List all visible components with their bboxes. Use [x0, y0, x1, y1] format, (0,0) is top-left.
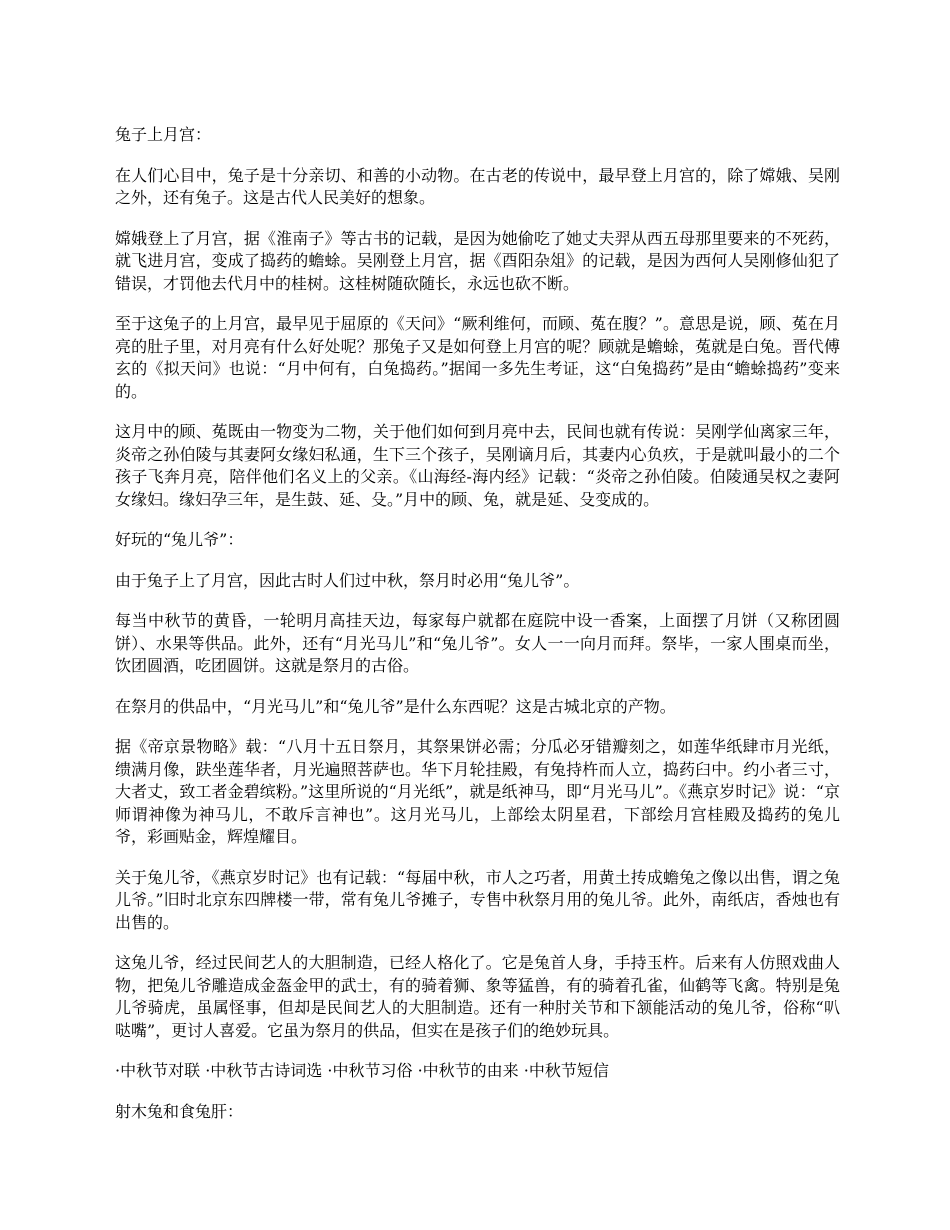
- link-origin[interactable]: ·中秋节的由来: [417, 1061, 519, 1080]
- paragraph: 关于兔儿爷，《燕京岁时记》也有记载：“每届中秋，市人之巧者，用黄土抟成蟾兔之像以出售，谓之兔儿爷。”旧时北京东四牌楼一带，常有兔儿爷摊子，专售中秋祭月用的兔儿爷。此外，南纸店，香烛也有出售的。: [115, 867, 840, 932]
- paragraph: 在祭月的供品中，“月光马儿”和“兔儿爷”是什么东西呢？这是古城北京的产物。: [115, 696, 676, 716]
- paragraph: 据《帝京景物略》载：“八月十五日祭月，其祭果饼必需；分瓜必牙错瓣刻之，如莲华纸肆市月光纸，缋满月像，趺坐莲华者，月光遍照菩萨也。华下月轮挂殿，有兔持杵而人立，捣药臼中。约小者三寸，大者丈，致工者金碧缤粉。”这里所说的“月光纸”，就是纸神马，即“月光马儿”。《燕京岁时记》说：“京师谓神像为神马儿，不敢斥言神也”。这月光马儿，上部绘太阴星君，下部绘月宫桂殿及捣药的兔儿爷，彩画贴金，辉煌耀目。: [115, 737, 840, 846]
- paragraph: 每当中秋节的黄昏，一轮明月高挂天边，每家每户就都在庭院中设一香案，上面摆了月饼（又称团圆饼）、水果等供品。此外，还有“月光马儿”和“兔儿爷”。女人一一向月而拜。祭毕，一家人围桌而坐，饮团圆酒，吃团圆饼。这就是祭月的古俗。: [115, 611, 840, 675]
- paragraph: 由于兔子上了月宫，因此古时人们过中秋，祭月时必用“兔儿爷”。: [115, 570, 580, 590]
- link-couplets[interactable]: ·中秋节对联: [115, 1061, 201, 1080]
- link-sms[interactable]: ·中秋节短信: [523, 1061, 609, 1080]
- section-heading-rabbit-moon-palace: 兔子上月宫：: [115, 125, 212, 144]
- section-heading-tuer-ye: 好玩的“兔儿爷”：: [115, 530, 244, 549]
- paragraph: 至于这兔子的上月宫，最早见于屈原的《天问》“厥利维何，而顾、菟在腹？”。意思是说，顾、菟在月亮的肚子里，对月亮有什么好处呢？那兔子又是如何登上月宫的呢？顾就是蟾蜍，菟就是白兔。晋代傅玄的《拟天问》也说：“月中何有，白兔捣药。”据闻一多先生考证，这“白兔捣药”是由“蟾蜍捣药”变来的。: [115, 314, 840, 401]
- section-heading-shoot-rabbit: 射木兔和食兔肝：: [115, 1101, 244, 1121]
- paragraph: 在人们心目中，兔子是十分亲切、和善的小动物。在古老的传说中，最早登上月宫的，除了嫦娥、吴刚之外，还有兔子。这是古代人民美好的想象。: [115, 165, 840, 207]
- link-poems[interactable]: ·中秋节古诗词选: [205, 1061, 323, 1080]
- paragraph: 嫦娥登上了月宫，据《淮南子》等古书的记载，是因为她偷吃了她丈夫羿从西五母那里要来的不死药，就飞进月宫，变成了捣药的蟾蜍。吴刚登上月宫，据《酉阳杂俎》的记载，是因为西何人吴刚修仙犯了错误，才罚他去代月中的桂树。这桂树随砍随长，永远也砍不断。: [115, 228, 840, 293]
- document-page: [115, 124, 840, 1141]
- related-links: [115, 1060, 840, 1083]
- paragraph: 这月中的顾、菟既由一物变为二物，关于他们如何到月亮中去，民间也就有传说：吴刚学仙离家三年，炎帝之孙伯陵与其妻阿女缘妇私通，生下三个孩子，吴刚谪月后，其妻内心负疚，于是就叫最小的二个孩子飞奔月亮，陪伴他们名义上的父亲。《山海经-海内经》记载：“炎帝之孙伯陵。伯陵通吴权之妻阿女缘妇。缘妇孕三年，是生鼓、延、殳。”月中的顾、兔，就是延、殳变成的。: [115, 422, 840, 509]
- paragraph: 这兔儿爷，经过民间艺人的大胆制造，已经人格化了。它是兔首人身，手持玉杵。后来有人仿照戏曲人物，把兔儿爷雕造成金盔金甲的武士，有的骑着狮、象等猛兽，有的骑着孔雀，仙鹤等飞禽。特别是兔儿爷骑虎，虽属怪事，但却是民间艺人的大胆制造。还有一种肘关节和下颔能活动的兔儿爷，俗称“叭哒嘴”，更讨人喜爱。它虽为祭月的供品，但实在是孩子们的绝妙玩具。: [115, 953, 840, 1040]
- link-customs[interactable]: ·中秋节习俗: [327, 1061, 413, 1080]
